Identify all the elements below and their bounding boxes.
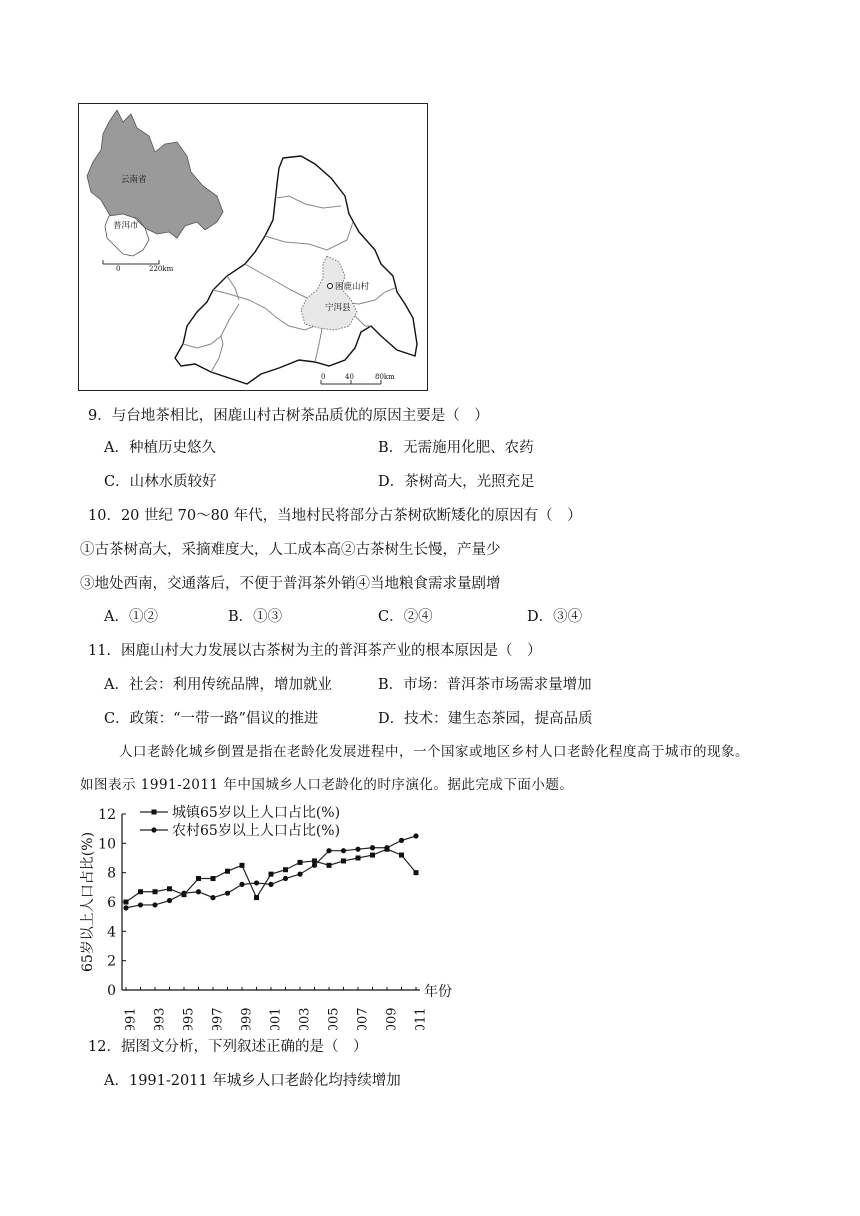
x-tick-label: 1995 xyxy=(181,1007,197,1030)
county-label: 宁洱县 xyxy=(325,303,351,313)
q9-option-c: C．山林水质较好 xyxy=(104,474,217,490)
map-figure xyxy=(78,103,428,391)
urban-data-point xyxy=(283,867,288,872)
q9-option-a: A．种植历史悠久 xyxy=(104,440,216,456)
chart-svg xyxy=(76,800,466,1030)
urban-data-point xyxy=(414,870,419,875)
question-12-stem: 12．据图文分析，下列叙述正确的是（ ） xyxy=(88,1039,368,1055)
q9-option-d: D．茶树高大，光照充足 xyxy=(378,474,535,490)
legend-label-0: 城镇65岁以上人口占比(%) xyxy=(172,805,341,821)
urban-data-point xyxy=(153,889,158,894)
rural-data-point xyxy=(326,848,331,853)
x-tick-label: 2007 xyxy=(355,1007,371,1030)
urban-data-point xyxy=(298,860,303,865)
puer-city-detail-outline xyxy=(175,156,417,384)
x-tick-label: 1991 xyxy=(123,1007,139,1030)
rural-data-point xyxy=(152,902,157,907)
map-drawing xyxy=(79,104,427,390)
rural-data-point xyxy=(138,902,143,907)
rural-data-point xyxy=(341,848,346,853)
rural-data-point xyxy=(312,863,317,868)
yunnan-province-shape xyxy=(87,110,223,238)
x-axis-title: 年份 xyxy=(424,984,452,1000)
rural-data-point xyxy=(210,895,215,900)
q10-option-c: C．②④ xyxy=(378,609,433,625)
urban-data-point xyxy=(240,863,245,868)
rural-data-point xyxy=(297,872,302,877)
urban-data-point xyxy=(341,858,346,863)
y-axis-title: 65岁以上人口占比(%) xyxy=(80,831,96,973)
q9-option-b: B．无需施用化肥、农药 xyxy=(378,440,534,456)
urban-data-point xyxy=(269,872,274,877)
q12-option-a: A．1991-2011 年城乡人口老龄化均持续增加 xyxy=(104,1073,401,1089)
urban-data-point xyxy=(211,876,216,881)
urban-data-point xyxy=(312,858,317,863)
x-tick-label: 1999 xyxy=(239,1007,255,1030)
x-tick-label: 1997 xyxy=(210,1007,226,1030)
q11-option-b: B．市场：普洱茶市场需求量增加 xyxy=(378,677,592,693)
question-9-stem: 9．与台地茶相比，困鹿山村古树茶品质优的原因主要是（ ） xyxy=(88,408,489,424)
intro-line-1: 人口老龄化城乡倒置是指在老龄化发展进程中，一个国家或地区乡村人口老龄化程度高于城市的现象。 xyxy=(119,744,749,760)
kunlushan-village-marker xyxy=(328,284,333,289)
q10-option-d: D．③④ xyxy=(527,609,583,625)
x-tick-label: 2005 xyxy=(326,1007,342,1030)
rural-data-point xyxy=(384,845,389,850)
q10-statement-1: ①古茶树高大，采摘难度大，人工成本高②古茶树生长慢，产量少 xyxy=(80,542,501,558)
urban-data-point xyxy=(399,853,404,858)
y-tick-label: 0 xyxy=(107,983,116,999)
q10-statement-2: ③地处西南，交通落后，不便于普洱茶外销④当地粮食需求量剧增 xyxy=(80,576,501,592)
urban-data-point xyxy=(167,886,172,891)
urban-data-point xyxy=(327,863,332,868)
rural-data-point xyxy=(283,876,288,881)
rural-data-point xyxy=(355,847,360,852)
rural-data-point xyxy=(123,905,128,910)
urban-data-point xyxy=(138,889,143,894)
y-tick-label: 2 xyxy=(107,953,116,970)
y-tick-label: 10 xyxy=(98,836,116,853)
q11-option-a: A．社会：利用传统品牌，增加就业 xyxy=(104,677,332,693)
rural-data-point xyxy=(196,889,201,894)
rural-data-point xyxy=(239,882,244,887)
rural-data-point xyxy=(254,880,259,885)
urban-data-point xyxy=(254,895,259,900)
scale-mid: 40 xyxy=(345,373,354,381)
x-tick-label: 2003 xyxy=(297,1007,313,1030)
legend-marker-circle xyxy=(151,827,156,832)
inset-scale-zero: 0 xyxy=(116,265,121,273)
scale-end: 80km xyxy=(375,373,395,381)
rural-data-point xyxy=(268,882,273,887)
aging-line-chart xyxy=(76,800,466,1030)
inset-scale-end: 220km xyxy=(149,265,174,273)
intro-line-2: 如图表示 1991-2011 年中国城乡人口老龄化的时序演化。据此完成下面小题。 xyxy=(80,777,574,793)
x-tick-label: 1993 xyxy=(152,1007,168,1030)
rural-data-point xyxy=(167,898,172,903)
rural-data-point xyxy=(370,845,375,850)
urban-data-point xyxy=(370,853,375,858)
y-tick-label: 8 xyxy=(107,865,116,882)
scale-zero: 0 xyxy=(321,373,326,381)
question-11-stem: 11．困鹿山村大力发展以古茶树为主的普洱茶产业的根本原因是（ ） xyxy=(88,643,542,659)
rural-data-point xyxy=(225,891,230,896)
x-tick-label: 2001 xyxy=(268,1007,284,1030)
village-label: 困鹿山村 xyxy=(335,282,370,292)
y-tick-label: 6 xyxy=(107,895,116,911)
rural-data-point xyxy=(413,833,418,838)
rural-data-point xyxy=(399,838,404,843)
y-tick-label: 4 xyxy=(107,924,116,941)
q10-option-a: A．①② xyxy=(104,609,158,625)
urban-data-point xyxy=(225,869,230,874)
q10-option-b: B．①③ xyxy=(228,609,283,625)
q11-option-d: D．技术：建生态茶园，提高品质 xyxy=(378,711,593,727)
rural-data-point xyxy=(181,891,186,896)
y-tick-label: 12 xyxy=(98,807,116,823)
q11-option-c: C．政策：“一带一路”倡议的推进 xyxy=(104,711,319,727)
x-tick-label: 2009 xyxy=(384,1007,400,1030)
legend-marker-square xyxy=(152,810,157,815)
x-tick-label: 2011 xyxy=(413,1007,429,1030)
city-label: 普洱市 xyxy=(113,221,139,231)
urban-data-point xyxy=(196,876,201,881)
legend-label-1: 农村65岁以上人口占比(%) xyxy=(172,823,341,839)
urban-data-point xyxy=(356,856,361,861)
province-label: 云南省 xyxy=(121,175,147,185)
question-10-stem: 10．20 世纪 70～80 年代，当地村民将部分古茶树砍断矮化的原因有（ ） xyxy=(88,508,582,524)
urban-data-point xyxy=(124,900,129,905)
